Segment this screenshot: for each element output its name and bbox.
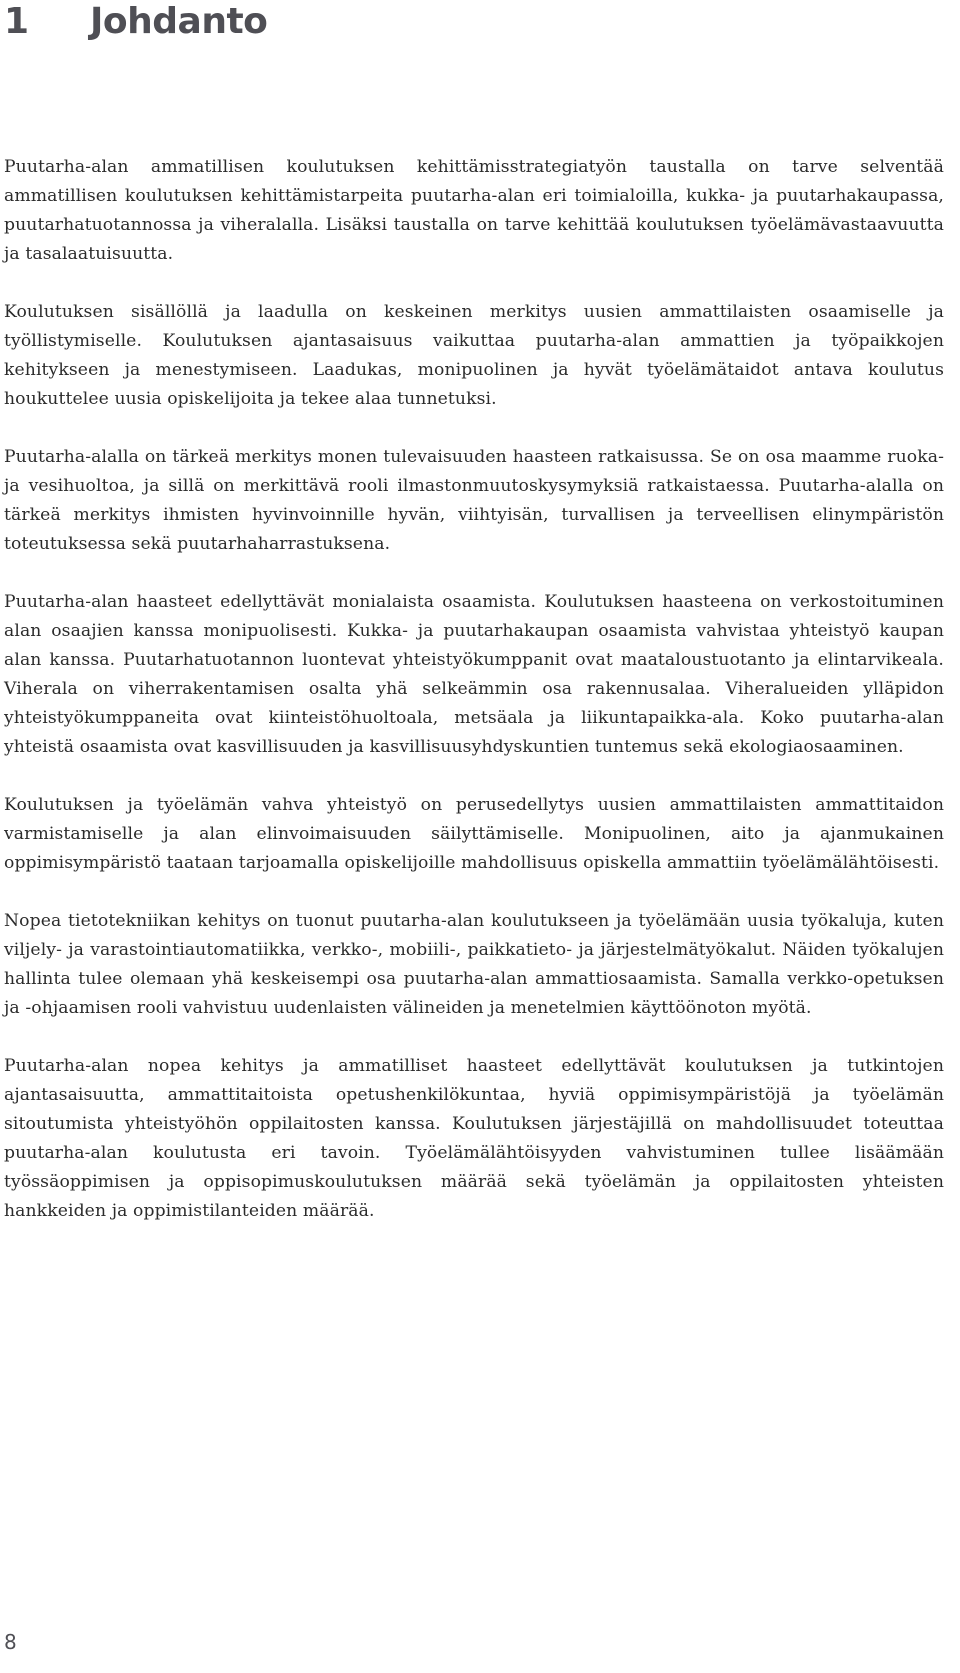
chapter-number: 1 [4,1,29,42]
chapter-title: Johdanto [90,1,268,42]
chapter-heading [4,0,267,44]
paragraph: Nopea tietotekniikan kehitys on tuonut puutarha-alan koulutukseen ja työelämään uusia työkaluja, kuten viljely- ja varastointiautomatiikka, verkko-, mobiili-, paikkatieto- ja järjestelmätyökalut. Näiden työkalujen hallinta tulee olemaan yhä keskeisempi osa puutarha-alan ammattiosaamista. Samalla verkko-opetuksen ja -ohjaamisen rooli vahvistuu uudenlaisten välineiden ja menetelmien käyttöönoton myötä. [4,911,944,1018]
page-number: 8 [4,1630,17,1654]
paragraph: Koulutuksen sisällöllä ja laadulla on keskeinen merkitys uusien ammattilaisten osaamiselle ja työllistymiselle. Koulutuksen ajantasaisuus vaikuttaa puutarha-alan ammattien ja työpaikkojen kehitykseen ja menestymiseen. Laadukas, monipuolinen ja hyvät työelämätaidot antava koulutus houkuttelee uusia opiskelijoita ja tekee alaa tunnetuksi. [4,302,944,409]
body-text [4,153,944,1226]
paragraph: Koulutuksen ja työelämän vahva yhteistyö on perusedellytys uusien ammattilaisten ammattitaidon varmistamiselle ja alan elinvoimaisuuden säilyttämiselle. Monipuolinen, aito ja ajanmukainen oppimisympäristö taataan tarjoamalla opiskelijoille mahdollisuus opiskella ammattiin työelämälähtöisesti. [4,795,944,873]
paragraph: Puutarha-alan ammatillisen koulutuksen kehittämisstrategiatyön taustalla on tarve selventää ammatillisen koulutuksen kehittämistarpeita puutarha-alan eri toimialoilla, kukka- ja puutarhakaupassa, puutarhatuotannossa ja viheralalla. Lisäksi taustalla on tarve kehittää koulutuksen työelämävastaavuutta ja tasalaatuisuutta. [4,157,944,264]
paragraph: Puutarha-alan nopea kehitys ja ammatilliset haasteet edellyttävät koulutuksen ja tutkintojen ajantasaisuutta, ammattitaitoista opetushenkilökuntaa, hyviä oppimisympäristöjä ja työelämän sitoutumista yhteistyöhön oppilaitosten kanssa. Koulutuksen järjestäjillä on mahdollisuudet toteuttaa puutarha-alan koulutusta eri tavoin. Työelämälähtöisyyden vahvistuminen tullee lisäämään työssäoppimisen ja oppisopimuskoulutuksen määrää sekä työelämän ja oppilaitosten yhteisten hankkeiden ja oppimistilanteiden määrää. [4,1056,944,1221]
paragraph: Puutarha-alan haasteet edellyttävät monialaista osaamista. Koulutuksen haasteena on verkostoituminen alan osaajien kanssa monipuolisesti. Kukka- ja puutarhakaupan osaamista vahvistaa yhteistyö kaupan alan kanssa. Puutarhatuotannon luontevat yhteistyökumppanit ovat maataloustuotanto ja elintarvikeala. Viherala on viherrakentamisen osalta yhä selkeämmin osa rakennusalaa. Viheralueiden ylläpidon yhteistyökumppaneita ovat kiinteistöhuoltoala, metsäala ja liikuntapaikka-ala. Koko puutarha-alan yhteistä osaamista ovat kasvillisuuden ja kasvillisuusyhdyskuntien tuntemus sekä ekologiaosaaminen. [4,592,944,757]
paragraph: Puutarha-alalla on tärkeä merkitys monen tulevaisuuden haasteen ratkaisussa. Se on osa maamme ruoka- ja vesihuoltoa, ja sillä on merkittävä rooli ilmastonmuutoskysymyksiä ratkaistaessa. Puutarha-alalla on tärkeä merkitys ihmisten hyvinvoinnille hyvän, viihtyisän, turvallisen ja terveellisen elinympäristön toteutuksessa sekä puutarhaharrastuksena. [4,447,944,554]
